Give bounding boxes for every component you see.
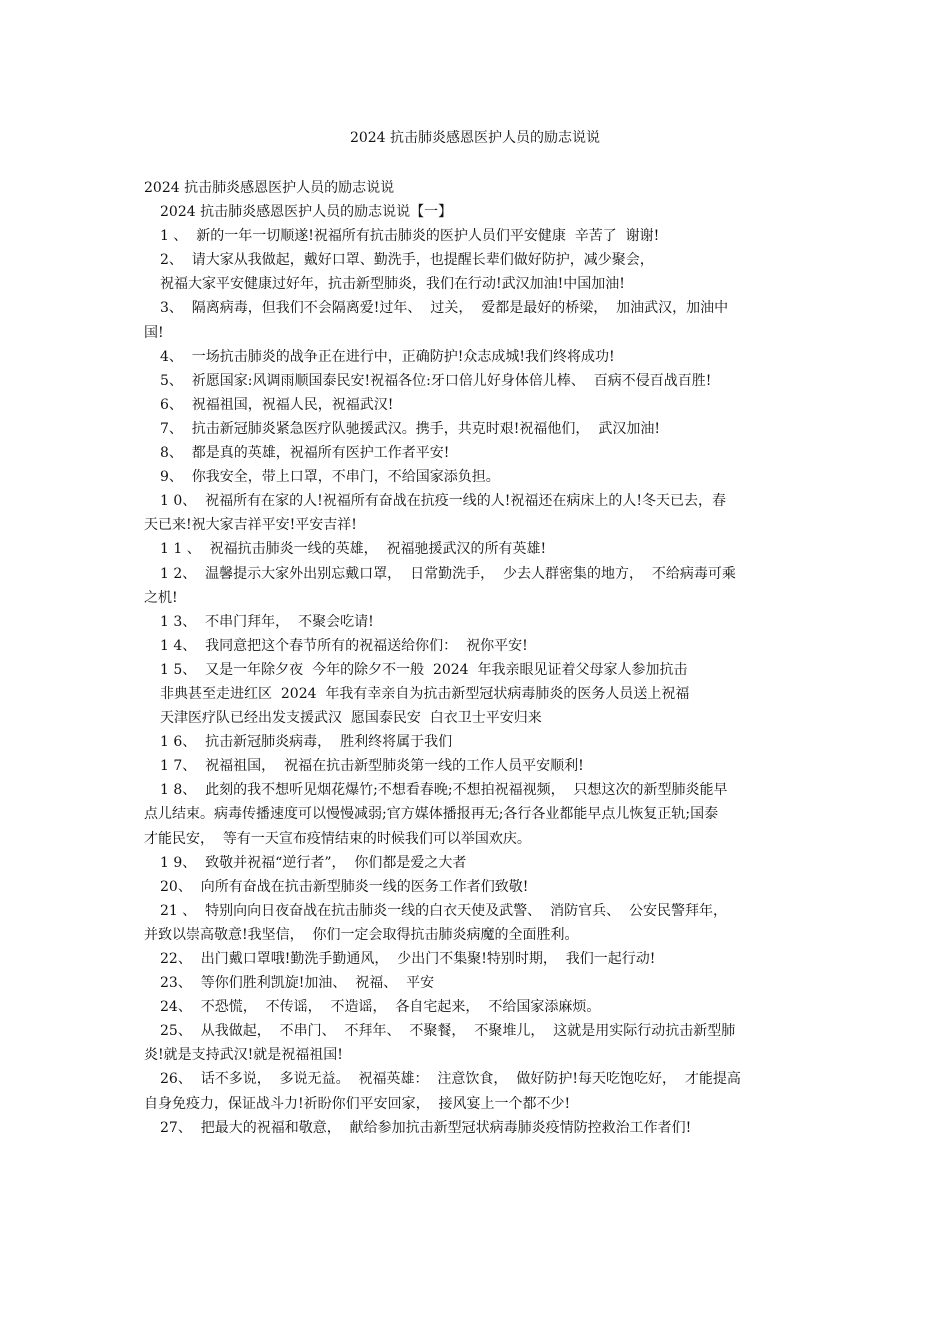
text-line: 4、 一场抗击肺炎的战争正在进行中，正确防护!众志成城!我们终将成功!	[160, 348, 615, 365]
text-line: 祝福大家平安健康过好年，抗击新型肺炎，我们在行动!武汉加油!中国加油!	[160, 276, 625, 293]
page-title: 2024 抗击肺炎感恩医护人员的励志说说	[349, 130, 601, 146]
document-body	[144, 176, 810, 1140]
text-line: 3、 隔离病毒，但我们不会隔离爱!过年、 过关， 爱都是最好的桥梁， 加油武汉，加油中	[160, 300, 729, 317]
text-line: 2、 请大家从我做起，戴好口罩、勤洗手，也提醒长辈们做好防护，减少聚会，	[160, 252, 654, 269]
text-line: 27、 把最大的祝福和敬意， 献给参加抗击新型冠状病毒肺炎疫情防控救治工作者们!	[160, 1119, 692, 1136]
text-line: 24、 不恐慌， 不传谣， 不造谣， 各自宅起来， 不给国家添麻烦。	[160, 999, 601, 1016]
text-line: 1 0、 祝福所有在家的人!祝福所有奋战在抗疫一线的人!祝福还在病床上的人!冬天已去，春	[160, 493, 727, 510]
text-line: 天津医疗队已经出发支援武汉 愿国泰民安 白衣卫士平安归来	[160, 710, 542, 727]
text-line: 23、 等你们胜利凯旋!加油、 祝福、 平安	[160, 975, 435, 992]
text-line: 自身免疫力，保证战斗力!祈盼你们平安回家， 接风宴上一个都不少!	[144, 1095, 571, 1112]
text-line: 1 2、 温馨提示大家外出别忘戴口罩， 日常勤洗手， 少去人群密集的地方， 不给病毒可乘	[160, 565, 736, 582]
text-line: 25、 从我做起， 不串门、 不拜年、 不聚餐， 不聚堆儿， 这就是用实际行动抗击新型肺	[160, 1023, 736, 1040]
text-line: 点儿结束。病毒传播速度可以慢慢减弱;官方媒体播报再无;各行各业都能早点儿恢复正轨;国泰	[144, 806, 719, 823]
text-line: 6、 祝福祖国，祝福人民，祝福武汉!	[160, 396, 394, 413]
text-line: 非典甚至走进红区 2024 年我有幸亲自为抗击新型冠状病毒肺炎的医务人员送上祝福	[160, 685, 690, 702]
text-line: 炎!就是支持武汉!就是祝福祖国!	[144, 1047, 343, 1064]
text-line: 1 、 新的一年一切顺遂!祝福所有抗击肺炎的医护人员们平安健康 辛苦了 谢谢!	[160, 228, 660, 245]
text-line: 1 3、 不串门拜年， 不聚会吃请!	[160, 613, 374, 630]
text-line: 20、 向所有奋战在抗击新型肺炎一线的医务工作者们致敬!	[160, 878, 529, 895]
text-line: 1 9、 致敬并祝福“逆行者”， 你们都是爱之大者	[160, 854, 467, 871]
text-line: 1 4、 我同意把这个春节所有的祝福送给你们： 祝你平安!	[160, 637, 528, 654]
text-line: 1 7、 祝福祖国， 祝福在抗击新型肺炎第一线的工作人员平安顺利!	[160, 758, 584, 775]
text-line: 1 8、 此刻的我不想听见烟花爆竹;不想看春晚;不想拍祝福视频， 只想这次的新型肺炎能早	[160, 782, 728, 799]
text-line: 2024 抗击肺炎感恩医护人员的励志说说【一】	[160, 204, 453, 221]
text-line: 国!	[144, 324, 164, 341]
text-line: 5、 祈愿国家:风调雨顺国泰民安!祝福各位:牙口倍儿好身体倍儿棒、 百病不侵百战百胜!	[160, 372, 712, 389]
text-line: 才能民安， 等有一天宣布疫情结束的时候我们可以举国欢庆。	[144, 830, 531, 847]
text-line: 天已来!祝大家吉祥平安!平安吉祥!	[144, 517, 357, 534]
text-line: 21 、 特别向向日夜奋战在抗击肺炎一线的白衣天使及武警、 消防官兵、 公安民警拜年，	[160, 902, 727, 919]
text-line: 22、 出门戴口罩哦!勤洗手勤通风， 少出门不集聚!特别时期， 我们一起行动!	[160, 951, 656, 967]
text-line: 2024 抗击肺炎感恩医护人员的励志说说	[144, 180, 395, 196]
text-line: 7、 抗击新冠肺炎紧急医疗队驰援武汉。携手，共克时艰!祝福他们， 武汉加油!	[160, 420, 660, 437]
text-line: 之机!	[144, 589, 178, 606]
text-line: 1 5、 又是一年除夕夜 今年的除夕不一般 2024 年我亲眼见证着父母家人参加抗击	[160, 661, 688, 678]
text-line: 8、 都是真的英雄，祝福所有医护工作者平安!	[160, 445, 450, 462]
text-line: 9、 你我安全，带上口罩，不串门，不给国家添负担。	[160, 469, 500, 486]
text-line: 1 1 、 祝福抗击肺炎一线的英雄， 祝福驰援武汉的所有英雄!	[160, 541, 547, 558]
text-line: 26、 话不多说， 多说无益。 祝福英雄： 注意饮食， 做好防护!每天吃饱吃好， 才能提高	[160, 1071, 741, 1088]
text-line: 并致以崇高敬意!我坚信， 你们一定会取得抗击肺炎病魔的全面胜利。	[144, 926, 579, 943]
text-line: 1 6、 抗击新冠肺炎病毒， 胜利终将属于我们	[160, 734, 453, 751]
